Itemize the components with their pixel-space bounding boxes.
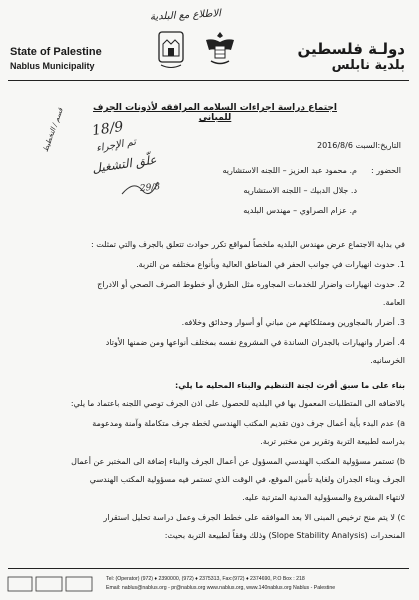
handwritten-note-c: 29/8: [139, 181, 161, 195]
decision-intro: بناء على ما سبق أقرت لجنة التنظيم والبناء المحليه ما يلي:: [175, 381, 405, 390]
handwritten-top-note: الاطلاع مع البلدية: [149, 8, 222, 23]
handwritten-side-note: قسم / التخطيط: [41, 106, 65, 154]
decision-a-cont: بدراسه لطبيعة التربة وتقرير من مختبر تربة.: [260, 437, 405, 446]
attendance-label: الحضور :: [371, 166, 401, 175]
ar-municipality: بلدية نابلس: [331, 58, 405, 73]
handwritten-scribble: [120, 176, 160, 200]
issue-2: 2. حدوث انهيارات واضرار للخدمات المجاوره مثل الطرق أو خطوط الصرف الصحي أو الادراج: [97, 280, 405, 289]
footer: [6, 574, 415, 596]
header-divider: [8, 80, 409, 81]
decision-b-cont-2: لانتهاء المشروع والمسؤولية المدنية المترتبة عليه.: [242, 493, 405, 502]
en-state-title: State of Palestine: [10, 46, 102, 58]
decision-b: b) تستمر مسؤولية المكتب الهندسي المسؤول عن أعمال الجرف والبناء إضافة الى المختبر عن أعمال: [71, 457, 405, 466]
decision-a: a) عدم البدء بأية أعمال جرف دون تقديم المكتب الهندسي لخطة جرف متكاملة وآمنة ومدعومة: [92, 419, 405, 428]
decision-b-cont-1: الجرف وبناء الجدران ولغاية تأمين الموقع، في الوقت الذي تستمر فيه مسؤولية المكتب الهندسي: [89, 475, 405, 484]
issue-4-cont: الخرسانيه.: [370, 356, 405, 365]
issue-3: 3. أضرار بالمجاورين وممتلكاتهم من مباني أو أسوار وحدائق وخلافه.: [181, 318, 405, 327]
attendee-2: د. جلال الدبيك – اللجنه الاستشاريه: [243, 186, 357, 195]
footer-logos-icon: [6, 574, 96, 594]
intro-paragraph: في بداية الاجتماع عرض مهندس البلديه ملخصاً لمواقع تكرر حوادث تتعلق بالجرف والتي تمثلت :: [90, 240, 405, 249]
meeting-date: التاريخ:السبت 2016/8/6: [316, 141, 401, 150]
issue-1: 1. حدوث انهيارات في جوانب الحفر في المناطق العالية وبأنواع مختلفه من التربة.: [136, 260, 405, 269]
municipality-seal-icon: [157, 30, 185, 70]
footer-contact-line: Tel: (Operator) (972) ♦ 2390000, (972) ♦ 2375313, Fax:(972) ♦ 2374690, P.O Box : 218: [106, 576, 305, 582]
eagle-emblem-icon: [203, 28, 237, 70]
decision-c-cont: المنحدرات (Slope Stability Analysis) وذلك وفقاً لطبيعة التربة بحيث:: [164, 531, 405, 540]
handwritten-note-b: علّق التشغيل: [91, 152, 158, 176]
attendee-1: م. محمود عبد العزيز – اللجنه الاستشاريه: [222, 166, 357, 175]
decision-c: c) لا يتم منح ترخيص المبنى الا بعد الموافقه على خطط الجرف وعمل دراسة تحليل استقرار: [103, 513, 405, 522]
decision-sub: بالاضافه الى المتطلبات المعمول بها في البلديه للحصول على اذن الجرف توصي اللجنه باعتماد ما يلي:: [70, 399, 405, 408]
footer-web-line: Email: nablus@nablus.org - pr@nablus.org www.nablus.org, www.140nablus.org Nablus - Palestine: [106, 585, 336, 591]
issue-2-cont: العامة.: [382, 298, 405, 307]
en-municipality: Nablus Municipality: [10, 61, 95, 71]
ar-state-title: دولـة فلسطين: [297, 40, 405, 58]
meeting-title: اجتماع دراسة اجراءات السلامه المرافقه لأذونات الجرف للمباني: [92, 103, 337, 123]
attendee-3: م. عزام الصراوي – مهندس البلديه: [243, 206, 357, 215]
footer-divider: [8, 568, 409, 569]
handwritten-number: 18/9: [91, 118, 125, 140]
handwritten-note-a: تم الإجراء: [95, 136, 137, 155]
issue-4: 4. أضرار وانهيارات بالجدران الساندة في المشروع نفسه بمختلف أنواعها ومن ضمنها الأوتاد: [105, 338, 405, 347]
